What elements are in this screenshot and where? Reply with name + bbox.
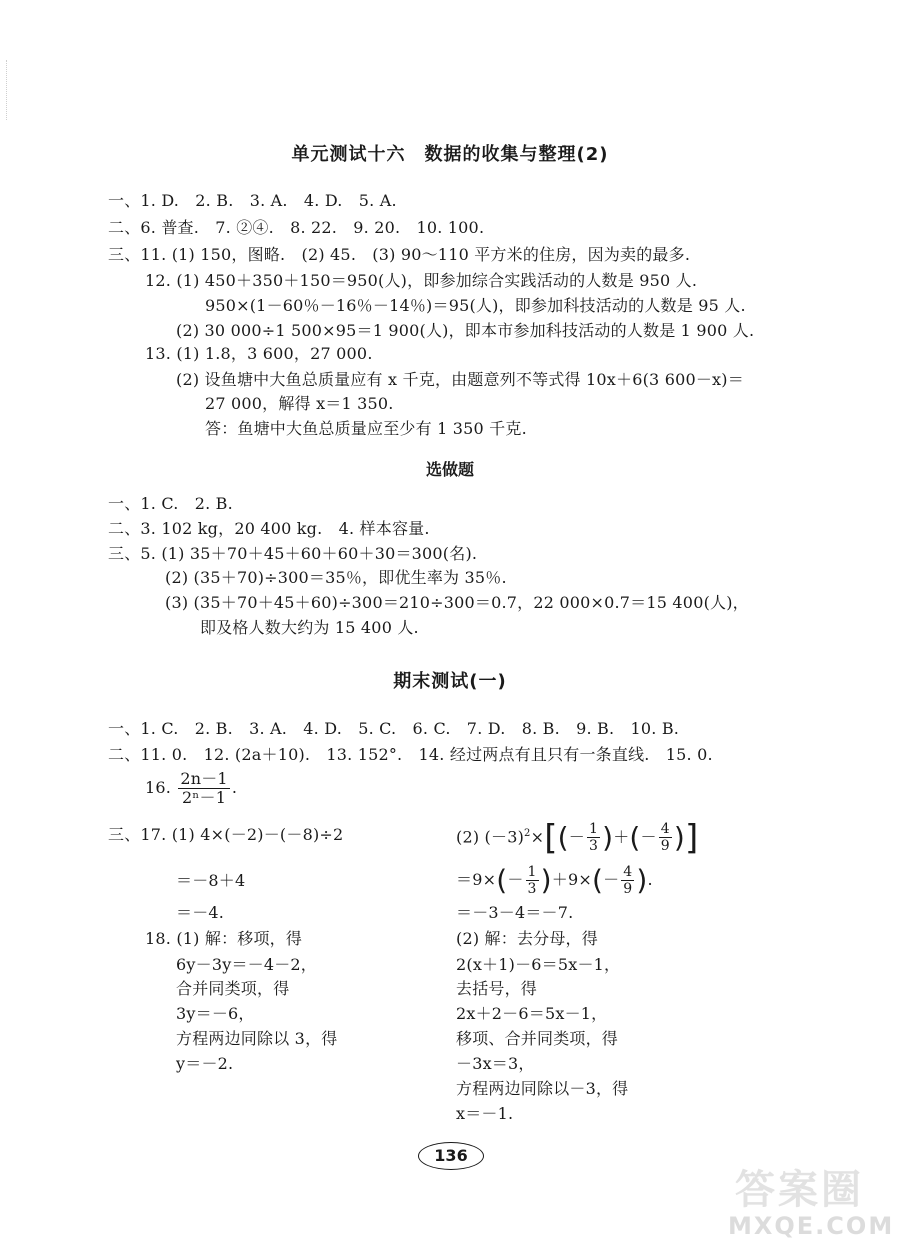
answer-line: 27 000，解得 x＝1 350. bbox=[205, 394, 394, 413]
q18-part2-line: －3x＝3， bbox=[456, 1054, 535, 1073]
optional-title: 选做题 bbox=[425, 460, 474, 479]
q18-part2-line: x＝－1. bbox=[456, 1104, 514, 1123]
exponent: 2 bbox=[524, 828, 531, 839]
left-bracket: [ bbox=[544, 817, 558, 858]
q17-part2-expression bbox=[456, 814, 698, 857]
expr-text: × bbox=[530, 827, 545, 847]
fraction-denominator: 2ⁿ－1 bbox=[182, 788, 227, 807]
q18-part1-line: y＝－2. bbox=[176, 1054, 234, 1073]
q16-label: 16. bbox=[145, 778, 172, 797]
answer-line: 三、5. (1) 35＋70＋45＋60＋60＋30＝300(名). bbox=[108, 544, 478, 563]
fraction-four-ninths bbox=[621, 864, 634, 897]
answer-line: 即及格人数大约为 15 400 人. bbox=[200, 618, 419, 637]
q18-part1-line: 合并同类项，得 bbox=[176, 979, 290, 998]
q18-part2-line: 2(x＋1)－6＝5x－1， bbox=[456, 955, 621, 974]
minus-sign: － bbox=[568, 827, 585, 847]
q18-part1-line: 6y－3y＝－4－2， bbox=[176, 955, 317, 974]
q18-part2-line: 移项、合并同类项，得 bbox=[456, 1029, 619, 1048]
fraction-numerator: 1 bbox=[527, 864, 537, 880]
fraction-numerator: 1 bbox=[588, 821, 599, 838]
minus-sign: － bbox=[603, 870, 620, 889]
q18-part1-line: 3y＝－6， bbox=[176, 1004, 255, 1023]
answer-line: 12. (1) 450＋350＋150＝950(人)，即参加综合实践活动的人数是 950 人. bbox=[145, 271, 698, 290]
answer-line: 答：鱼塘中大鱼总质量应至少有 1 350 千克. bbox=[205, 419, 527, 438]
answer-line: (2) 30 000÷1 500×95＝1 900(人)，即本市参加科技活动的人数是 1 900 人. bbox=[176, 321, 755, 340]
answer-line: 二、3. 102 kg，20 400 kg. 4. 样本容量. bbox=[108, 519, 430, 538]
q18-part2-line: 去括号，得 bbox=[456, 979, 538, 998]
expr-text: (2) (－3) bbox=[456, 827, 525, 847]
q17-part2-step bbox=[456, 862, 653, 898]
plus-sign: ＋ bbox=[613, 827, 630, 847]
fraction-denominator: 3 bbox=[527, 881, 537, 897]
left-paren: ( bbox=[629, 820, 641, 854]
left-paren: ( bbox=[557, 820, 569, 854]
answer-line: (3) (35＋70＋45＋60)÷300＝210÷300＝0.7，22 000×0.7＝15 400(人)， bbox=[165, 593, 749, 612]
q18-part1-line: 18. (1) 解：移项，得 bbox=[145, 929, 303, 948]
answer-line: 一、1. C. 2. B. 3. A. 4. D. 5. C. 6. C. 7. D. 8. B. 9. B. 10. B. bbox=[108, 719, 680, 738]
fraction-denominator: 3 bbox=[588, 838, 599, 855]
answer-line: 二、6. 普查. 7. ②④. 8. 22. 9. 20. 10. 100. bbox=[108, 218, 485, 237]
answer-line: 一、1. D. 2. B. 3. A. 4. D. 5. A. bbox=[108, 191, 397, 210]
left-paren: ( bbox=[591, 863, 604, 897]
minus-sign: － bbox=[507, 870, 524, 889]
right-paren: ) bbox=[540, 863, 552, 897]
q18-part2-line: 方程两边同除以－3，得 bbox=[456, 1079, 629, 1098]
q17-part2-result: ＝－3－4＝－7. bbox=[456, 903, 574, 922]
watermark-logo: 答案圈 bbox=[735, 1167, 864, 1213]
binding-margin bbox=[6, 60, 9, 120]
q18-part1-line: 方程两边同除以 3，得 bbox=[176, 1029, 338, 1048]
answer-line: (2) 设鱼塘中大鱼总质量应有 x 千克，由题意列不等式得 10x＋6(3 600－x)＝ bbox=[176, 370, 744, 389]
answer-line: 二、11. 0. 12. (2a＋10). 13. 152°. 14. 经过两点有且只有一条直线. 15. 0. bbox=[108, 745, 713, 764]
answer-line: 13. (1) 1.8，3 600，27 000. bbox=[145, 344, 373, 363]
fraction-numerator: 4 bbox=[623, 864, 633, 880]
fraction-denominator: 9 bbox=[660, 838, 670, 855]
fraction-four-ninths bbox=[659, 821, 672, 854]
unit-test-16-title: 单元测试十六 数据的收集与整理(2) bbox=[291, 144, 609, 165]
fraction-denominator: 9 bbox=[623, 881, 633, 897]
q17-part1-line: 三、17. (1) 4×(－2)－(－8)÷2 bbox=[108, 825, 344, 844]
left-paren: ( bbox=[496, 863, 508, 897]
minus-sign: － bbox=[640, 827, 657, 847]
answer-line: 950×(1－60％－16％－14％)＝95(人)，即参加科技活动的人数是 95 人. bbox=[205, 296, 746, 315]
right-bracket: ] bbox=[684, 817, 699, 858]
expr-text: ＋9× bbox=[551, 870, 592, 889]
watermark-url: MXQE.COM bbox=[728, 1212, 895, 1240]
q17-part1-line: ＝－8＋4 bbox=[176, 871, 246, 890]
answer-line: 三、11. (1) 150，图略. (2) 45. (3) 90～110 平方米的住房，因为卖的最多. bbox=[108, 245, 691, 264]
answer-line: (2) (35＋70)÷300＝35％，即优生率为 35％. bbox=[165, 568, 507, 587]
q17-part1-line: ＝－4. bbox=[176, 903, 225, 922]
answer-line: 一、1. C. 2. B. bbox=[108, 494, 233, 513]
q16-fraction bbox=[178, 770, 229, 807]
expr-text: . bbox=[647, 870, 653, 889]
page-number: 136 bbox=[418, 1142, 484, 1170]
right-paren: ) bbox=[602, 820, 614, 854]
fraction-one-third bbox=[587, 821, 600, 854]
expr-text: ＝9× bbox=[456, 870, 497, 889]
fraction-numerator: 4 bbox=[660, 821, 670, 838]
final-test-title: 期末测试(一) bbox=[393, 671, 507, 692]
right-paren: ) bbox=[673, 820, 685, 854]
fraction-numerator: 2n－1 bbox=[180, 769, 228, 788]
q18-part2-line: 2x＋2－6＝5x－1， bbox=[456, 1004, 608, 1023]
fraction-one-third bbox=[526, 864, 539, 897]
q16-period: . bbox=[231, 778, 238, 797]
q18-part2-line: (2) 解：去分母，得 bbox=[456, 929, 598, 948]
q16-answer bbox=[145, 770, 237, 807]
right-paren: ) bbox=[636, 863, 648, 897]
